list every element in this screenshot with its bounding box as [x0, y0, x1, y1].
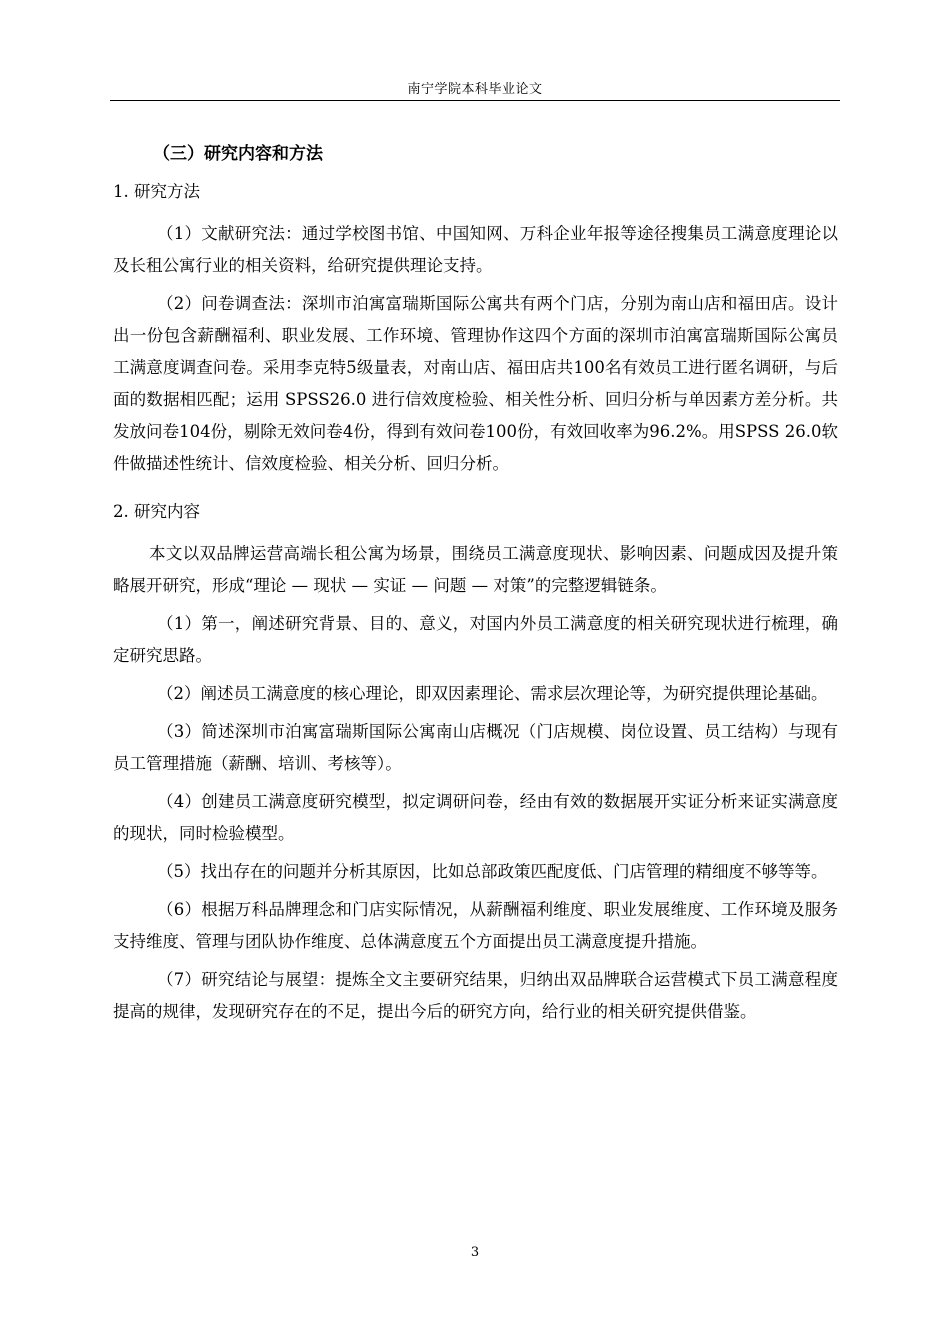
header-rule: [110, 100, 840, 101]
methods-item-1: （1）文献研究法：通过学校图书馆、中国知网、万科企业年报等途径搜集员工满意度理论以及长租公寓行业的相关资料，给研究提供理论支持。: [113, 224, 838, 275]
page-body: [113, 136, 838, 1034]
methods-item-2: （2）问卷调查法：深圳市泊寓富瑞斯国际公寓共有两个门店，分别为南山店和福田店。设计出一份包含薪酬福利、职业发展、工作环境、管理协作这四个方面的深圳市泊寓富瑞斯国际公寓员工满意度调查问卷。采用李克特5级量表，对南山店、福田店共100名有效员工进行匿名调研，与后面的数据相匹配；运用 SPSS26.0 进行信效度检验、相关性分析、回归分析与单因素方差分析。共发放问卷104份，剔除无效问卷4份，得到有效问卷100份，有效回收率为96.2%。用SPSS 26.0软件做描述性统计、信效度检验、相关分析、回归分析。: [113, 294, 838, 473]
running-header: 南宁学院本科毕业论文: [407, 82, 543, 97]
content-item-3: （3）简述深圳市泊寓富瑞斯国际公寓南山店概况（门店规模、岗位设置、员工结构）与现有员工管理措施（薪酬、培训、考核等）。: [113, 722, 838, 773]
content-item-4: （4）创建员工满意度研究模型，拟定调研问卷，经由有效的数据展开实证分析来证实满意度的现状，同时检验模型。: [113, 792, 838, 843]
section-heading: （三）研究内容和方法: [153, 144, 323, 164]
page-number: 3: [470, 1245, 480, 1260]
content-item-6: （6）根据万科品牌理念和门店实际情况，从薪酬福利维度、职业发展维度、工作环境及服务支持维度、管理与团队协作维度、总体满意度五个方面提出员工满意度提升措施。: [113, 900, 838, 951]
content-heading: 2. 研究内容: [113, 502, 200, 521]
methods-heading: 1. 研究方法: [113, 182, 200, 201]
content-item-2: （2）阐述员工满意度的核心理论，即双因素理论、需求层次理论等，为研究提供理论基础。: [157, 684, 828, 703]
content-item-1: （1）第一，阐述研究背景、目的、意义，对国内外员工满意度的相关研究现状进行梳理，确定研究思路。: [113, 614, 838, 665]
content-intro: 本文以双品牌运营高端长租公寓为场景，围绕员工满意度现状、影响因素、问题成因及提升策略展开研究，形成“理论 — 现状 — 实证 — 问题 — 对策”的完整逻辑链条。: [113, 544, 838, 595]
content-item-7: （7）研究结论与展望：提炼全文主要研究结果，归纳出双品牌联合运营模式下员工满意程度提高的规律，发现研究存在的不足，提出今后的研究方向，给行业的相关研究提供借鉴。: [113, 970, 838, 1021]
content-item-5: （5）找出存在的问题并分析其原因，比如总部政策匹配度低、门店管理的精细度不够等等。: [157, 862, 828, 881]
